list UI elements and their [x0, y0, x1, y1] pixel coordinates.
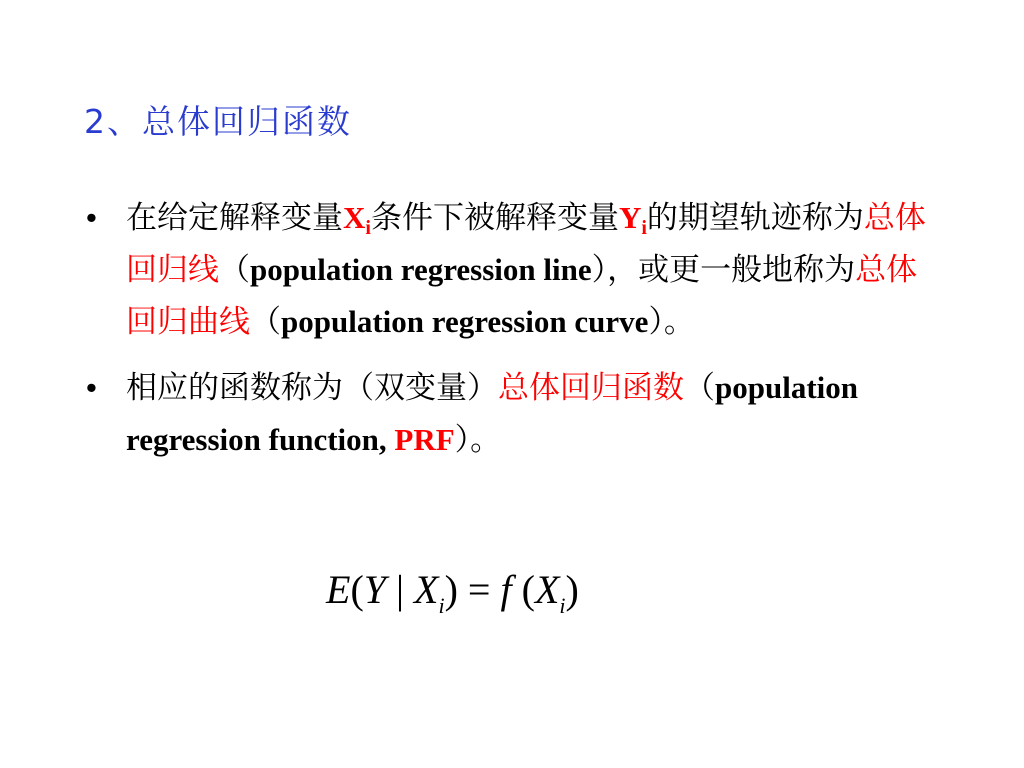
formula-e: E [326, 567, 351, 612]
formula-bar: | [386, 567, 415, 612]
bullet-dot-icon: • [86, 370, 97, 405]
english-term: population regression line [250, 252, 592, 287]
formula-f: f [500, 567, 512, 612]
bracket: （ [250, 304, 281, 340]
english-term: population regression function, [126, 370, 859, 457]
bracket: （ [219, 252, 250, 288]
formula-y: Y [363, 567, 387, 612]
bullet-dot-icon: • [86, 200, 97, 235]
bullet-text: 相应的函数称为（双变量） [126, 370, 498, 406]
bullet-text: 的期望轨迹称为 [646, 200, 864, 236]
bullet-item-1 [86, 192, 926, 348]
variable-x: X [343, 200, 366, 235]
term-population-regression-curve: 总体回归曲线 [126, 252, 918, 340]
slide-title: 2、总体回归函数 [84, 102, 352, 141]
formula-paren: ( [511, 567, 535, 612]
subscript-i: i [641, 217, 647, 239]
bullet-text: ），或更一般地称为 [591, 252, 856, 288]
formula-equals: = [457, 567, 501, 612]
subscript-i: i [365, 217, 371, 239]
bracket: （ [684, 370, 715, 406]
bullet-text: 条件下被解释变量 [370, 200, 619, 236]
formula-subscript-i: i [559, 593, 566, 618]
bullet-list [86, 192, 926, 480]
formula-x: X [534, 567, 560, 612]
bracket: ）。 [648, 304, 695, 340]
term-population-regression-line: 总体回归线 [126, 200, 926, 288]
formula-subscript-i: i [438, 593, 445, 618]
formula-paren: ( [350, 567, 364, 612]
formula-x: X [414, 567, 439, 612]
prf-formula [326, 566, 579, 618]
formula-paren: ) [565, 567, 579, 612]
variable-y: Y [618, 200, 642, 235]
term-prf: 总体回归函数 [498, 370, 684, 406]
abbrev-prf: PRF [394, 422, 455, 457]
bullet-item-2 [86, 362, 926, 466]
bracket: ）。 [454, 422, 502, 458]
bullet-text: 在给定解释变量 [126, 200, 343, 236]
english-term: population regression curve [281, 304, 649, 339]
formula-paren: ) [444, 567, 458, 612]
